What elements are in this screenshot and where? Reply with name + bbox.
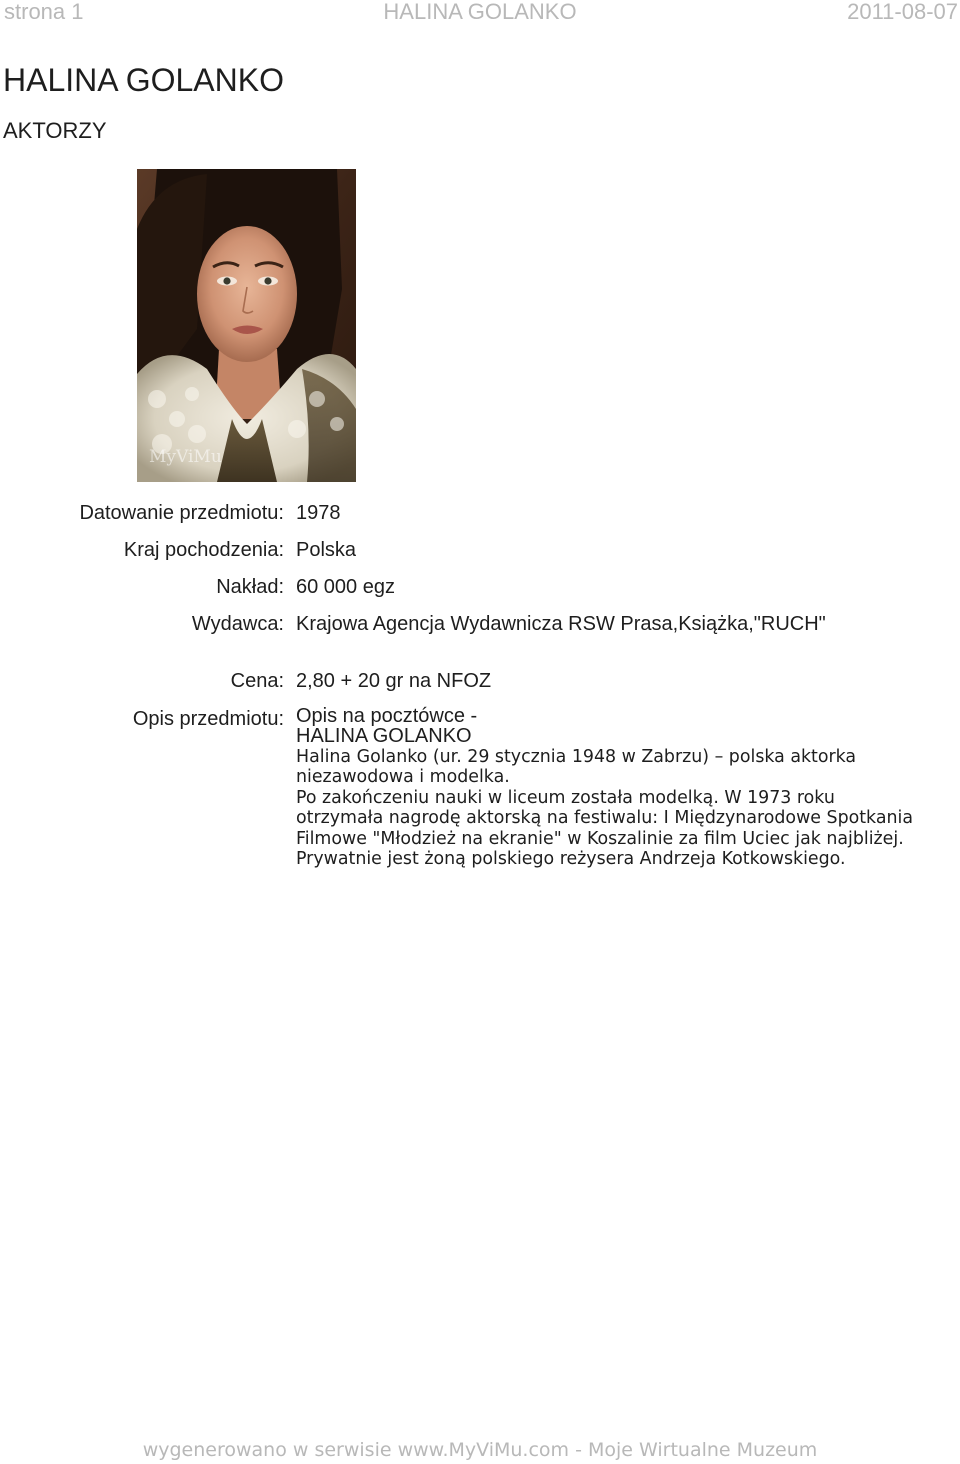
field-label: Kraj pochodzenia: [123,539,284,561]
field-value: Krajowa Agencja Wydawnicza RSW Prasa,Książka,"RUCH" [296,613,826,635]
field-label: Datowanie przedmiotu: [79,502,284,524]
description-line: Opis na pocztówce - [296,705,478,727]
field-label: Opis przedmiotu: [132,708,284,730]
field-label: Wydawca: [191,613,284,635]
watermark-text: MyViMu [149,447,222,467]
description-line: Prywatnie jest żoną polskiego reżysera Andrzeja Kotkowskiego. [296,849,846,869]
field-label: Cena: [230,670,284,692]
description-line: otrzymała nagrodę aktorską na festiwalu: I Międzynarodowe Spotkania [296,808,913,828]
description-line: HALINA GOLANKO [296,725,472,747]
field-value: Polska [296,539,357,561]
header-date: 2011-08-07 [847,0,958,24]
description-line: Filmowe "Młodzież na ekranie" w Koszalinie za film Uciec jak najbliżej. [296,828,904,849]
field-label: Nakład: [216,576,284,598]
postcard-portrait-photo [137,169,356,482]
description-text [296,706,956,870]
field-value: 1978 [296,502,341,524]
page-footer: wygenerowano w serwisie www.MyViMu.com - Moje Wirtualne Muzeum [142,1439,818,1461]
field-value: 60 000 egz [296,576,395,598]
description-line: Po zakończeniu nauki w liceum została modelką. W 1973 roku [296,787,835,808]
field-value: 2,80 + 20 gr na NFOZ [296,670,492,692]
document-title: HALINA GOLANKO [3,62,284,98]
header-title: HALINA GOLANKO [383,0,577,24]
description-line: niezawodowa i modelka. [296,767,510,787]
description-line: Halina Golanko (ur. 29 stycznia 1948 w Zabrzu) – polska aktorka [296,746,857,767]
page-number: strona 1 [4,0,84,24]
document-category: AKTORZY [3,118,107,143]
page-header [0,0,960,26]
